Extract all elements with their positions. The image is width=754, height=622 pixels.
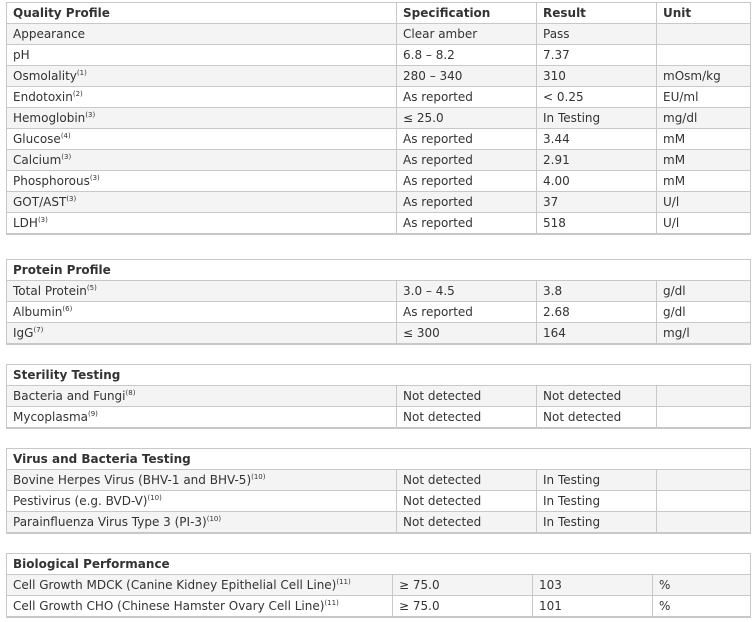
unit-value: mM [657, 150, 751, 171]
result-value: 164 [537, 323, 657, 345]
result-value: 101 [533, 596, 653, 618]
unit-value [657, 24, 751, 45]
table-row [7, 66, 751, 87]
table-row [7, 302, 751, 323]
parameter-name: Bovine Herpes Virus (BHV-1 and BHV-5)$^{(10)}$ [7, 470, 397, 491]
specification-value: Not detected [397, 407, 537, 429]
table-row [7, 171, 751, 192]
table-header-row [7, 260, 751, 281]
result-value: In Testing [537, 470, 657, 491]
result-value: 3.8 [537, 281, 657, 302]
parameter-name: Appearance [7, 24, 397, 45]
specification-value: 3.0 – 4.5 [397, 281, 537, 302]
table-row [7, 213, 751, 235]
header-unit: Unit [657, 3, 751, 24]
table-header-row [7, 449, 751, 470]
unit-value: mM [657, 171, 751, 192]
result-value: Not detected [537, 407, 657, 429]
parameter-name: Cell Growth CHO (Chinese Hamster Ovary Cell Line)$^{(11)}$ [7, 596, 393, 618]
specification-value: ≥ 75.0 [393, 575, 533, 596]
header-quality-profile: Quality Profile [7, 3, 397, 24]
specification-value: ≤ 300 [397, 323, 537, 345]
table-row [7, 281, 751, 302]
result-value: 2.91 [537, 150, 657, 171]
specification-value: 280 – 340 [397, 66, 537, 87]
virus-bacteria-testing-table [6, 448, 751, 534]
result-value: 4.00 [537, 171, 657, 192]
table-row [7, 24, 751, 45]
parameter-name: Hemoglobin$^{(3)}$ [7, 108, 397, 129]
section-title: Sterility Testing [7, 365, 751, 386]
result-value: 37 [537, 192, 657, 213]
table-header-row [7, 554, 751, 575]
result-value: < 0.25 [537, 87, 657, 108]
result-value: 310 [537, 66, 657, 87]
table-row [7, 129, 751, 150]
table-row [7, 87, 751, 108]
unit-value [657, 386, 751, 407]
parameter-name: Phosphorous$^{(3)}$ [7, 171, 397, 192]
result-value: 3.44 [537, 129, 657, 150]
table-row [7, 596, 751, 618]
unit-value: mOsm/kg [657, 66, 751, 87]
table-row [7, 108, 751, 129]
parameter-name: Parainfluenza Virus Type 3 $(PI-3)^{(10)}$ [7, 512, 397, 534]
unit-value: % [653, 596, 751, 618]
table-row [7, 386, 751, 407]
header-specification: Specification [397, 3, 537, 24]
unit-value [657, 470, 751, 491]
parameter-name: GOT/AST$^{(3)}$ [7, 192, 397, 213]
table-row [7, 323, 751, 345]
table-header-row [7, 3, 751, 24]
parameter-name: Osmolality$^{(1)}$ [7, 66, 397, 87]
unit-value [657, 407, 751, 429]
specification-value: As reported [397, 87, 537, 108]
specification-value: Not detected [397, 491, 537, 512]
unit-value: g/dl [657, 302, 751, 323]
table-row [7, 470, 751, 491]
specification-value: ≤ 25.0 [397, 108, 537, 129]
parameter-name: Bacteria and Fungi$^{(8)}$ [7, 386, 397, 407]
unit-value [657, 491, 751, 512]
result-value: 2.68 [537, 302, 657, 323]
specification-value: As reported [397, 213, 537, 235]
unit-value: U/l [657, 213, 751, 235]
table-header-row [7, 365, 751, 386]
unit-value: g/dl [657, 281, 751, 302]
parameter-name: Pestivirus (e.g. BVD-V)$^{(10)}$ [7, 491, 397, 512]
specification-value: Not detected [397, 512, 537, 534]
unit-value: % [653, 575, 751, 596]
specification-value: As reported [397, 302, 537, 323]
table-row [7, 575, 751, 596]
result-value: Not detected [537, 386, 657, 407]
specification-value: As reported [397, 171, 537, 192]
result-value: In Testing [537, 512, 657, 534]
protein-profile-table [6, 259, 751, 345]
header-result: Result [537, 3, 657, 24]
result-value: 518 [537, 213, 657, 235]
specification-value: As reported [397, 150, 537, 171]
sterility-testing-table [6, 364, 751, 429]
result-value: 7.37 [537, 45, 657, 66]
table-row [7, 407, 751, 429]
result-value: Pass [537, 24, 657, 45]
unit-value [657, 45, 751, 66]
section-title: Biological Performance [7, 554, 751, 575]
specification-value: Clear amber [397, 24, 537, 45]
specification-value: As reported [397, 192, 537, 213]
specification-value: 6.8 – 8.2 [397, 45, 537, 66]
parameter-name: Mycoplasma$^{(9)}$ [7, 407, 397, 429]
table-row [7, 512, 751, 534]
result-value: 103 [533, 575, 653, 596]
parameter-name: Total Protein$^{(5)}$ [7, 281, 397, 302]
unit-value: mM [657, 129, 751, 150]
parameter-name: Endotoxin$^{(2)}$ [7, 87, 397, 108]
specification-value: ≥ 75.0 [393, 596, 533, 618]
parameter-name: Cell Growth MDCK (Canine Kidney Epithelial Cell Line)$^{(11)}$ [7, 575, 393, 596]
section-title: Virus and Bacteria Testing [7, 449, 751, 470]
table-row [7, 192, 751, 213]
result-value: In Testing [537, 491, 657, 512]
table-row [7, 150, 751, 171]
specification-value: Not detected [397, 386, 537, 407]
unit-value: mg/dl [657, 108, 751, 129]
parameter-name: pH [7, 45, 397, 66]
specification-value: Not detected [397, 470, 537, 491]
biological-performance-table [6, 553, 751, 618]
section-title: Protein Profile [7, 260, 751, 281]
table-row [7, 491, 751, 512]
unit-value [657, 512, 751, 534]
unit-value: U/l [657, 192, 751, 213]
table-row [7, 45, 751, 66]
parameter-name: Albumin$^{(6)}$ [7, 302, 397, 323]
parameter-name: LDH$^{(3)}$ [7, 213, 397, 235]
unit-value: EU/ml [657, 87, 751, 108]
parameter-name: Calcium$^{(3)}$ [7, 150, 397, 171]
quality-profile-table [6, 2, 751, 235]
parameter-name: IgG$^{(7)}$ [7, 323, 397, 345]
specification-value: As reported [397, 129, 537, 150]
result-value: In Testing [537, 108, 657, 129]
parameter-name: Glucose$^{(4)}$ [7, 129, 397, 150]
unit-value: mg/l [657, 323, 751, 345]
